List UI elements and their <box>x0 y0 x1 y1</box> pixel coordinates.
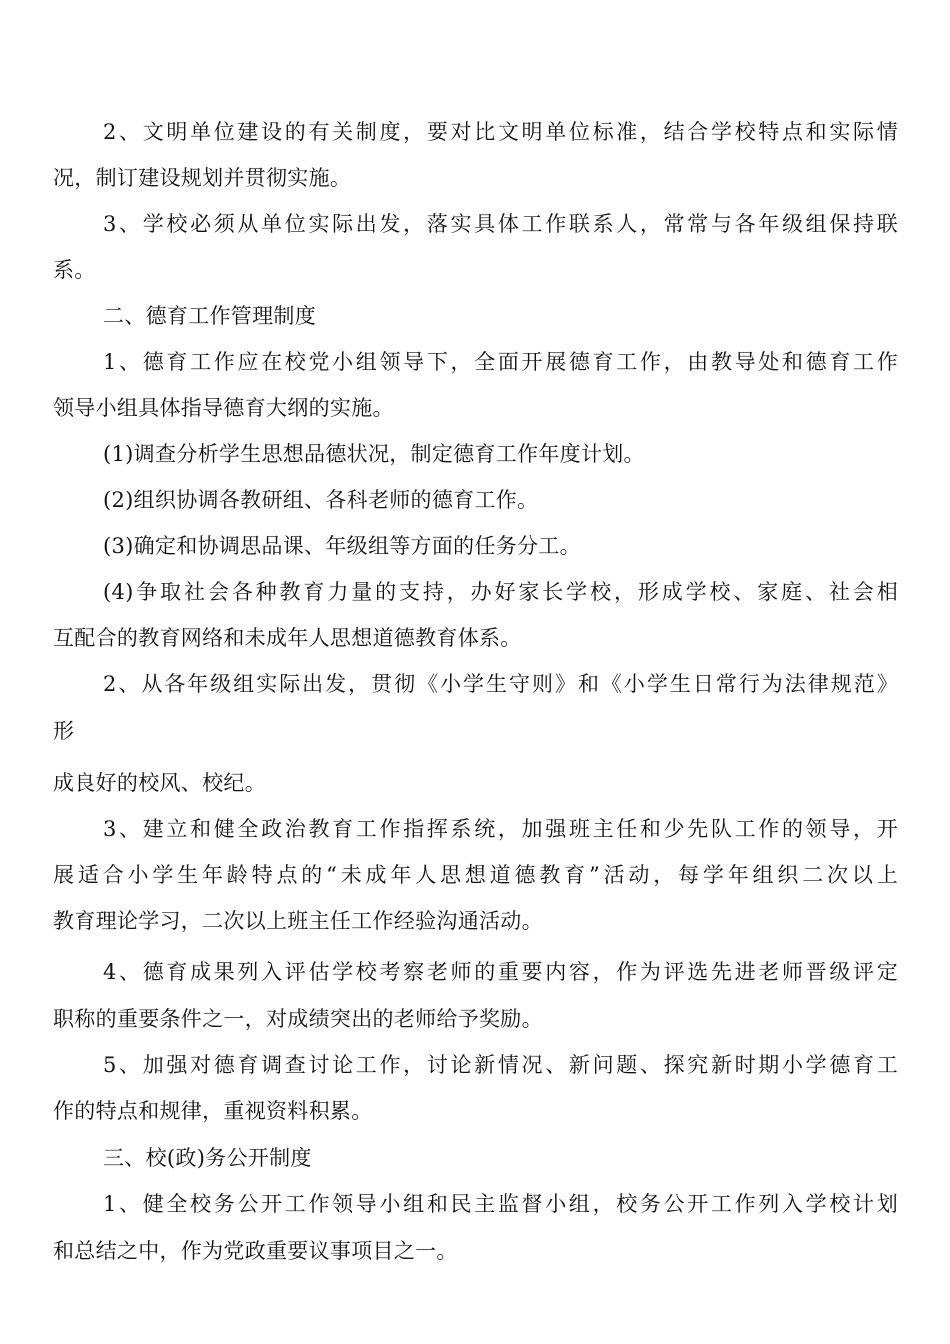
paragraph-line: 互配合的教育网络和未成年人思想道德教育体系。 <box>53 626 522 650</box>
paragraph-line: 2、从各年级组实际出发，贯彻《小学生守则》和《小学生日常行为法律规范》 <box>103 672 898 696</box>
paragraph-line: 作的特点和规律，重视资料积累。 <box>53 1099 373 1123</box>
paragraph-line: 5、加强对德育调查讨论工作，讨论新情况、新问题、探究新时期小学德育工 <box>103 1053 898 1077</box>
paragraph-line: 教育理论学习，二次以上班主任工作经验沟通活动。 <box>53 909 543 933</box>
paragraph-line: 领导小组具体指导德育大纲的实施。 <box>53 396 394 420</box>
section-heading: 二、德育工作管理制度 <box>103 304 316 328</box>
list-item: (2)组织协调各教研组、各科老师的德育工作。 <box>103 488 539 512</box>
paragraph-line: 3、建立和健全政治教育工作指挥系统，加强班主任和少先队工作的领导，开 <box>103 817 898 841</box>
paragraph-line: 3、学校必须从单位实际出发，落实具体工作联系人，常常与各年级组保持联 <box>103 212 898 236</box>
list-item: (4)争取社会各种教育力量的支持，办好家长学校，形成学校、家庭、社会相 <box>103 580 898 604</box>
paragraph-line: 1、健全校务公开工作领导小组和民主监督小组，校务公开工作列入学校计划 <box>103 1192 898 1216</box>
paragraph-line: 展适合小学生年龄特点的“未成年人思想道德教育”活动，每学年组织二次以上 <box>53 863 898 887</box>
paragraph-line: 成良好的校风、校纪。 <box>53 771 266 795</box>
list-item: (1)调查分析学生思想品德状况，制定德育工作年度计划。 <box>103 442 645 466</box>
paragraph-line: 1、德育工作应在校党小组领导下，全面开展德育工作，由教导处和德育工作 <box>103 350 898 374</box>
paragraph-line: 4、德育成果列入评估学校考察老师的重要内容，作为评选先进老师晋级评定 <box>103 960 898 984</box>
paragraph-line: 2、文明单位建设的有关制度，要对比文明单位标准，结合学校特点和实际情 <box>103 120 898 144</box>
section-heading: 三、校(政)务公开制度 <box>103 1146 312 1170</box>
paragraph-line: 系。 <box>53 258 96 282</box>
paragraph-line: 况，制订建设规划并贯彻实施。 <box>53 166 352 190</box>
paragraph-line: 和总结之中，作为党政重要议事项目之一。 <box>53 1239 458 1263</box>
list-item: (3)确定和协调思品课、年级组等方面的任务分工。 <box>103 534 581 558</box>
paragraph-line: 职称的重要条件之一，对成绩突出的老师给予奖励。 <box>53 1007 543 1031</box>
paragraph-line: 形 <box>53 719 75 743</box>
